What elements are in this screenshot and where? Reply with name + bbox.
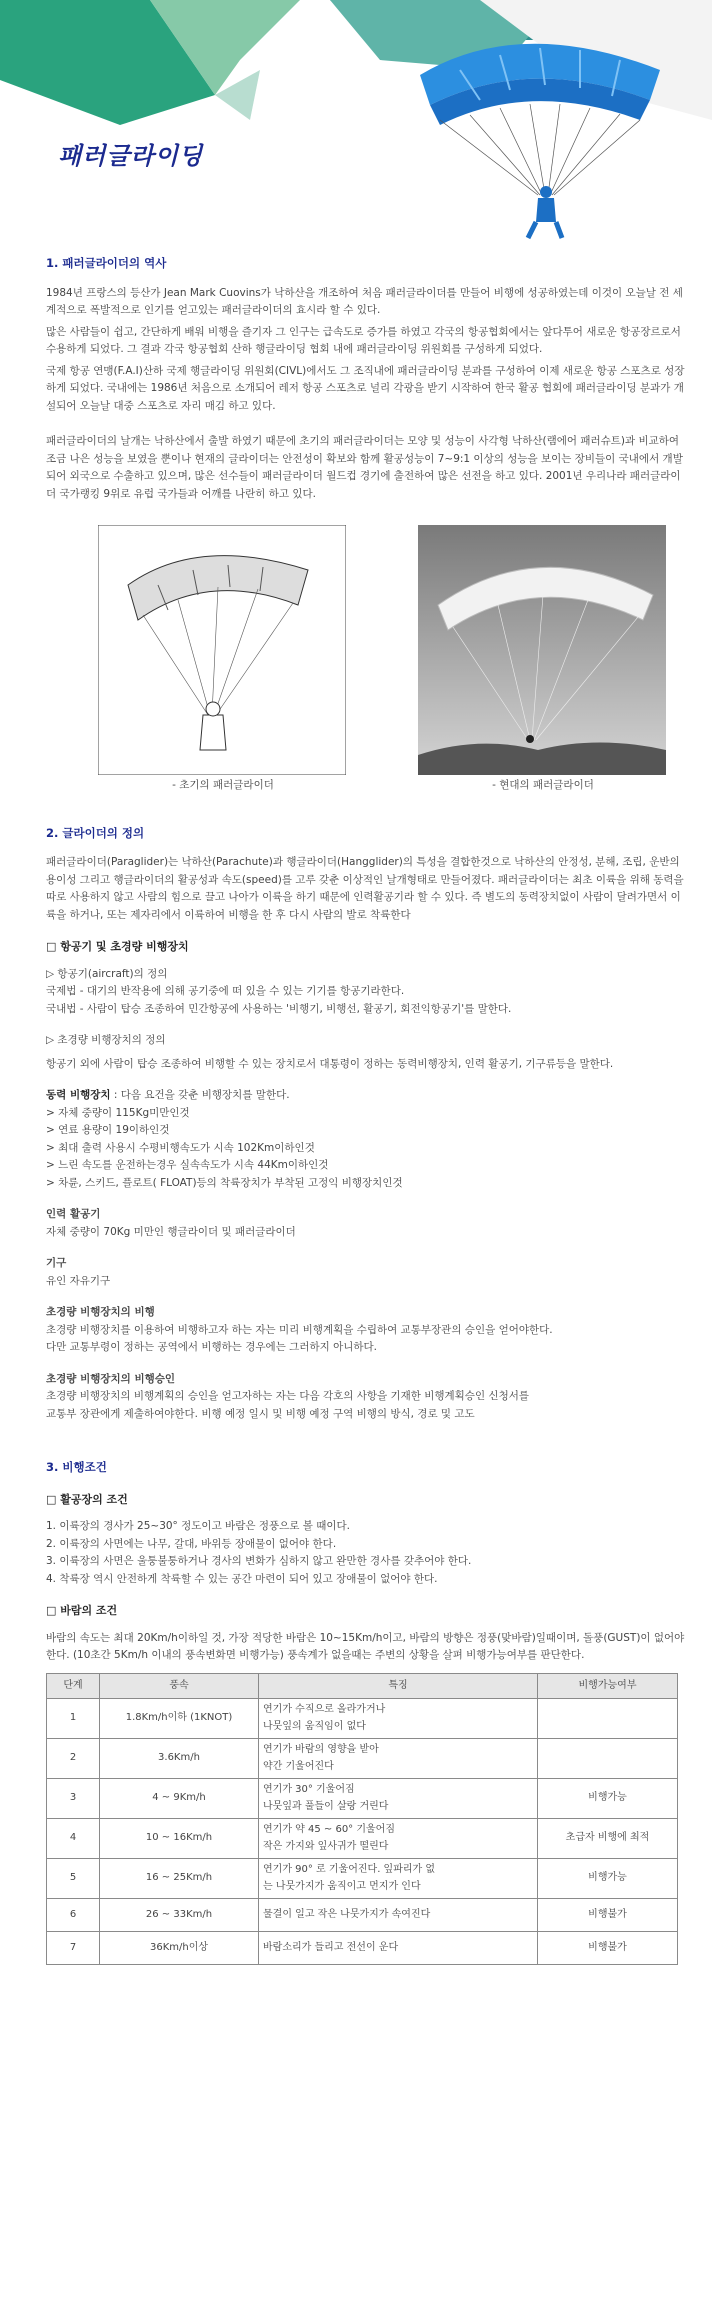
table-row xyxy=(47,1931,678,1964)
table-cell: 1.8Km/h이하 (1KNOT) xyxy=(100,1698,259,1738)
block-line: 자체 중량이 70Kg 미만인 행글라이더 및 패러글라이더 xyxy=(46,1225,296,1238)
slope-item: 2. 이륙장의 사면에는 나무, 갈대, 바위등 장애물이 없어야 한다. xyxy=(46,1537,337,1550)
figure-modern xyxy=(418,525,668,795)
powered-device-label: 동력 비행장치 xyxy=(46,1089,111,1101)
table-cell: 연기가 약 45 ~ 60° 기울어짐 작은 가지와 잎사귀가 떨린다 xyxy=(259,1818,538,1858)
paragraph: 국제 항공 연맹(F.A.I)산하 국제 행글라이딩 위원회(CIVL)에서도 그 조직내에 패러글라이딩 분과를 구성하여 이제 새로운 항공 스포츠로 성장하게 되었다. 국내에는 1986년 처음으로 소개되어 레저 항공 스포츠로 널리 각광을 받기 시작하여 한국 활공 협회에 패러글라이딩 분과가 개설되어 오늘날 대중 스포츠로 자리 매김 하고 있다. xyxy=(46,364,685,412)
block-title: 인력 활공기 xyxy=(46,1208,101,1220)
section-heading-history: 1. 패러글라이더의 역사 xyxy=(46,256,167,270)
page-title: 패러글라이딩 xyxy=(58,141,204,170)
section-heading-definition: 2. 글라이더의 정의 xyxy=(46,825,145,840)
table-header-row xyxy=(47,1673,678,1698)
block-line: 다만 교통부령이 정하는 공역에서 비행하는 경우에는 그러하지 아니하다. xyxy=(46,1341,377,1353)
powered-item: > 차륜, 스키드, 플로트( FLOAT)등의 착륙장치가 부착된 고정익 비행장치인것 xyxy=(46,1176,403,1189)
aircraft-definition-line: 국제법 - 대기의 반작용에 의해 공기중에 떠 있을 수 있는 기기를 항공기라한다. xyxy=(46,985,405,997)
paragraph: 1984년 프랑스의 등산가 Jean Mark Cuovins가 낙하산을 개조하여 처음 패러글라이더를 만들어 비행에 성공하였는데 이것이 오늘날 전 세계적으로 폭발적으로 인기를 얻고있는 패러글라이더의 효시라 할 수 있다. xyxy=(46,286,683,316)
powered-device-text: : 다음 요건을 갖춘 비행장치를 말한다. xyxy=(110,1089,290,1101)
paragraph: 패러글라이더(Paraglider)는 낙하산(Parachute)과 행글라이더(Hangglider)의 특성을 결합한것으로 낙하산의 안정성, 분해, 조립, 운반의 용이성 그리고 행글라이더의 활공성과 속도(speed)를 고루 갖춘 이상적인 날개형태로 만들어졌다. 패러글라이더는 최초 이륙을 위해 동력을 따로 사용하지 않고 사람의 힘으로 끌고 나아가 이륙을 하기 때문에 인력활공기라 할 수 있다. 즉 별도의 동력장치없이 사람이 달려가면서 이륙을 하거나, 또는 제자리에서 이륙하여 비행을 한 후 다시 사람의 발로 착륙한다 xyxy=(46,856,684,921)
block-title: 초경량 비행장치의 비행 xyxy=(46,1306,155,1318)
table-row xyxy=(47,1898,678,1931)
block-line: 초경량 비행장치의 비행계획의 승인을 얻고자하는 자는 다음 각호의 사항을 기재한 비행계획승인 신청서를 xyxy=(46,1390,530,1402)
paragraph: 패러글라이더의 날개는 낙하산에서 출발 하였기 때문에 초기의 패러글라이더는 모양 및 성능이 사각형 낙하산(램에어 패러슈트)과 비교하여 조금 나은 성능을 보였을 뿐이나 현재의 글라이더는 안전성이 확보와 함께 활공성능이 7~9:1 이상의 성능을 보이는 장비들이 국내에서 개발되어 외국으로 수출하고 있으며, 많은 선수들이 패러글라이더 월드컵 경기에 출전하여 많은 선전을 하고 있다. 2001년 우리나라 패러글라이더 국가랭킹 9위로 유럽 국가들과 어깨를 나란히 하고 있다. xyxy=(46,435,683,500)
table-body xyxy=(47,1698,678,1964)
table-cell: 초급자 비행에 최적 xyxy=(538,1818,678,1858)
table-cell: 비행가능 xyxy=(538,1858,678,1898)
subhead-slope-conditions: □ 활공장의 조건 xyxy=(46,1492,128,1506)
paraglider-lines-icon xyxy=(440,104,640,195)
table-row xyxy=(47,1818,678,1858)
figure-row xyxy=(46,525,686,795)
table-cell: 4 xyxy=(47,1818,100,1858)
ultralight-definition-text: 항공기 외에 사람이 탑승 조종하여 비행할 수 있는 장치로서 대통령이 정하는 동력비행장치, 인력 활공기, 기구류등을 말한다. xyxy=(46,1057,614,1070)
paragraph: 많은 사람들이 쉽고, 간단하게 배워 비행을 즐기자 그 인구는 급속도로 증가를 하였고 각국의 항공협회에서는 앞다투어 새로운 항공장르로서 수용하게 되었다. 그 결과 각국 항공협회 산하 행글라이딩 협회 내에 패러글라이딩 위원회를 구성하게 되었다. xyxy=(46,325,681,355)
table-cell: 비행불가 xyxy=(538,1898,678,1931)
slope-item: 3. 이륙장의 사면은 울퉁불퉁하거나 경사의 변화가 심하지 않고 완만한 경사를 갖추어야 한다. xyxy=(46,1555,472,1567)
table-cell xyxy=(538,1698,678,1738)
slope-item: 4. 착륙장 역시 안전하게 착륙할 수 있는 공간 마련이 되어 있고 장애물이 없어야 한다. xyxy=(46,1572,438,1585)
main-content xyxy=(46,255,686,1965)
table-cell: 16 ~ 25Km/h xyxy=(100,1858,259,1898)
table-cell: 6 xyxy=(47,1898,100,1931)
block-line: 교통부 장관에게 제출하여야한다. 비행 예정 일시 및 비행 예정 구역 비행의 방식, 경로 및 고도 xyxy=(46,1407,475,1420)
powered-item: > 최대 출력 사용시 수평비행속도가 시속 102Km이하인것 xyxy=(46,1141,315,1154)
powered-item: > 자체 중량이 115Kg미만인것 xyxy=(46,1106,190,1119)
aircraft-definition-title: ▷ 항공기(aircraft)의 정의 xyxy=(46,967,168,980)
table-cell: 10 ~ 16Km/h xyxy=(100,1818,259,1858)
figure-caption: - 초기의 패러글라이더 xyxy=(172,779,274,791)
table-row xyxy=(47,1738,678,1778)
block-title: 초경량 비행장치의 비행승인 xyxy=(46,1372,176,1385)
block-title: 기구 xyxy=(46,1257,67,1269)
subhead-wind-conditions: □ 바람의 조건 xyxy=(46,1604,118,1617)
table-cell: 물결이 일고 작은 나뭇가지가 속여진다 xyxy=(259,1898,538,1931)
table-cell: 비행불가 xyxy=(538,1931,678,1964)
table-cell: 5 xyxy=(47,1858,100,1898)
header-banner xyxy=(0,0,712,240)
table-cell: 36Km/h이상 xyxy=(100,1931,259,1964)
powered-device-line xyxy=(46,1087,686,1105)
table-cell: 연기가 90° 로 기울어진다. 잎파리가 없 는 나뭇가지가 움직이고 먼지가 인다 xyxy=(259,1858,538,1898)
table-cell: 1 xyxy=(47,1698,100,1738)
aircraft-definition-line: 국내법 - 사람이 탑승 조종하여 민간항공에 사용하는 '비행기, 비행선, 활공기, 회전익항공기'를 말한다. xyxy=(46,1002,512,1015)
powered-item: > 느린 속도를 운전하는경우 실속속도가 시속 44Km이하인것 xyxy=(46,1159,329,1171)
modern-paraglider-photo xyxy=(418,525,666,775)
early-paraglider-image xyxy=(98,525,346,775)
wind-table xyxy=(46,1673,678,1965)
table-cell: 2 xyxy=(47,1738,100,1778)
pilot-icon xyxy=(528,186,562,238)
table-cell: 3.6Km/h xyxy=(100,1738,259,1778)
table-cell: 26 ~ 33Km/h xyxy=(100,1898,259,1931)
table-cell: 비행가능 xyxy=(538,1778,678,1818)
table-cell xyxy=(538,1738,678,1778)
table-header: 단계 xyxy=(47,1673,100,1698)
figure-early xyxy=(98,525,348,795)
table-cell: 연기가 30° 기울어짐 나뭇잎과 풀들이 살랑 거린다 xyxy=(259,1778,538,1818)
subhead-aircraft-ultralight: □ 항공기 및 초경량 비행장치 xyxy=(46,940,189,953)
table-row xyxy=(47,1698,678,1738)
wind-paragraph: 바람의 속도는 최대 20Km/h이하일 것, 가장 적당한 바람은 10~15Km/h이고, 바람의 방향은 정풍(맞바람)일때이며, 돌풍(GUST)이 없어야 한다. (10초간 5Km/h 이내의 풍속변화면 비행가능) 풍속계가 없을때는 주변의 상황을 살펴 비행가능여부를 판단한다. xyxy=(46,1631,685,1661)
table-header: 비행가능여부 xyxy=(538,1673,678,1698)
block-line: 유인 자유기구 xyxy=(46,1274,111,1287)
header-graphic xyxy=(0,0,712,240)
section-heading-conditions: 3. 비행조건 xyxy=(46,1460,107,1474)
table-row xyxy=(47,1778,678,1818)
table-row xyxy=(47,1858,678,1898)
slope-item: 1. 이륙장의 경사가 25~30° 정도이고 바람은 정풍으로 볼 때이다. xyxy=(46,1520,350,1532)
block-line: 초경량 비행장치를 이용하여 비행하고자 하는 자는 미리 비행계획을 수립하여 교통부장관의 승인을 얻어야한다. xyxy=(46,1323,553,1336)
table-cell: 4 ~ 9Km/h xyxy=(100,1778,259,1818)
table-cell: 바람소리가 들리고 전선이 운다 xyxy=(259,1931,538,1964)
table-header: 특징 xyxy=(259,1673,538,1698)
ultralight-definition-title: ▷ 초경량 비행장치의 정의 xyxy=(46,1034,166,1046)
table-cell: 3 xyxy=(47,1778,100,1818)
figure-caption: - 현대의 패러글라이더 xyxy=(492,779,594,791)
table-cell: 연기가 수직으로 올라가거나 나뭇잎의 움직임이 없다 xyxy=(259,1698,538,1738)
powered-item: > 연료 용량이 19이하인것 xyxy=(46,1124,170,1136)
table-cell: 7 xyxy=(47,1931,100,1964)
table-cell: 연기가 바람의 영향을 받아 약간 기울어진다 xyxy=(259,1738,538,1778)
table-header: 풍속 xyxy=(100,1673,259,1698)
